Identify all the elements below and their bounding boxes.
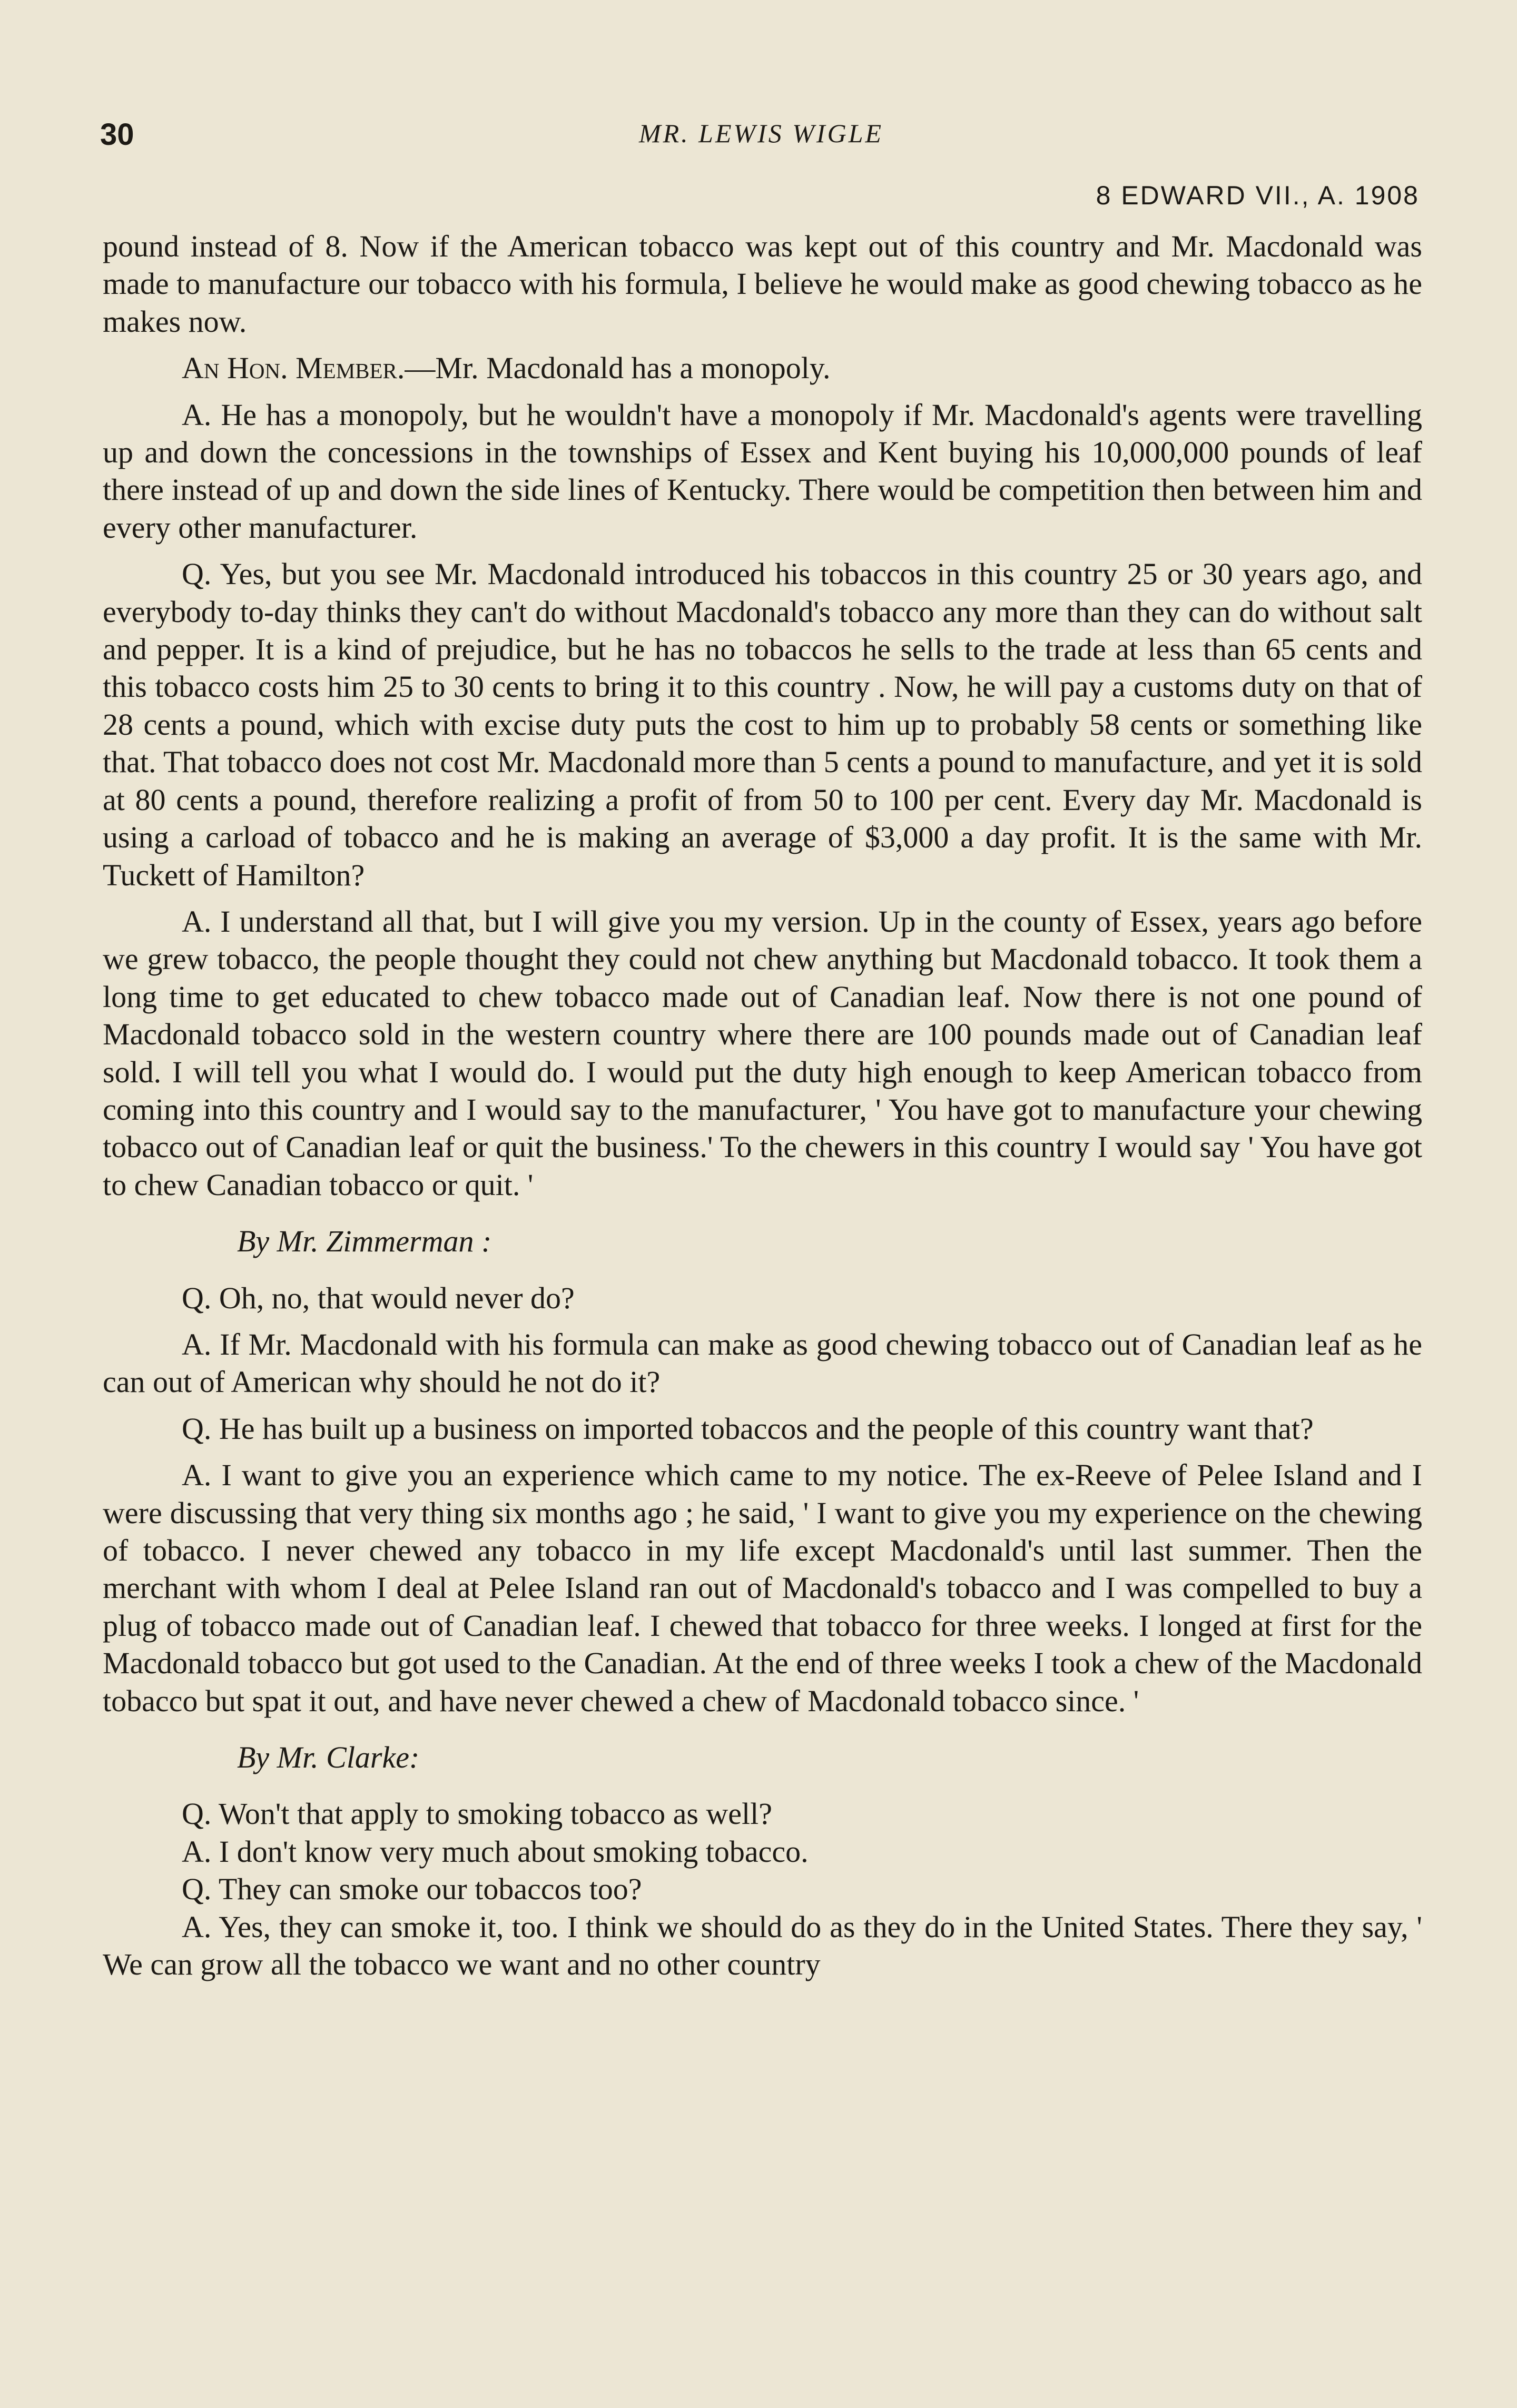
running-title: MR. LEWIS WIGLE [638, 119, 884, 148]
paragraph: pound instead of 8. Now if the American tobacco was kept out of this country and Mr. Macdonald was made to manufacture our tobacco with his formula, I believe he would make as good chewing tobacco as he makes now. [103, 229, 1422, 339]
paragraph: A. I understand all that, but I will give you my version. Up in the county of Essex, years ago before we grew tobacco, the people thought they could not chew anything but Macdonald tobacco. It took them a long time to get educated to chew tobacco made out of Canadian leaf. Now there is not one pound of Macdonald tobacco sold in the western country where there are 100 pounds made out of Canadian leaf sold. I will tell you what I would do. I would put the duty high enough to keep American tobacco from coming into this country and I would say to the manufacturer, ' You have got to manufacture your chewing tobacco out of Canadian leaf or quit the business.' To the chewers in this country I would say ' You have got to chew Canadian tobacco or quit. ' [103, 904, 1422, 1202]
paragraph: Q. Oh, no, that would never do? [182, 1280, 575, 1315]
page-header [100, 117, 1422, 159]
paragraph [103, 349, 1422, 387]
speaker-text: —Mr. Macdonald has a monopoly. [405, 351, 831, 386]
paragraph: Q. He has built up a business on imported tobaccos and the people of this country want that? [182, 1411, 1314, 1446]
paragraph: A. I don't know very much about smoking tobacco. [182, 1834, 809, 1869]
paragraph: A. He has a monopoly, but he wouldn't have a monopoly if Mr. Macdonald's agents were travelling up and down the concessions in the townships of Essex and Kent buying his 10,000,000 pounds of leaf there instead of up and down the side lines of Kentucky. There would be competition then between him and every other manufacturer. [103, 397, 1422, 545]
section-heading: By Mr. Clarke: [237, 1740, 420, 1775]
paragraph: Q. Won't that apply to smoking tobacco as well? [182, 1797, 773, 1831]
session-reference: 8 EDWARD VII., A. 1908 [1096, 181, 1420, 210]
section-heading: By Mr. Zimmerman : [237, 1224, 492, 1259]
paragraph: A. If Mr. Macdonald with his formula can make as good chewing tobacco out of Canadian leaf as he can out of American why should he not do it? [103, 1327, 1422, 1399]
paragraph: Q. Yes, but you see Mr. Macdonald introduced his tobaccos in this country 25 or 30 years ago, and everybody to-day thinks they can't do without Macdonald's tobacco any more than they can do without salt and pepper. It is a kind of prejudice, but he has no tobaccos he sells to the trade at less than 65 cents and this tobacco costs him 25 to 30 cents to bring it to this country . Now, he will pay a customs duty on that of 28 cents a pound, which with excise duty puts the cost to him up to probably 58 cents or something like that. That tobacco does not cost Mr. Macdonald more than 5 cents a pound to manufacture, and yet it is sold at 80 cents a pound, therefore realizing a profit of from 50 to 100 per cent. Every day Mr. Macdonald is using a carload of tobacco and he is making an average of $3,000 a day profit. It is the same with Mr. Tuckett of Hamilton? [103, 557, 1422, 892]
paragraph: A. Yes, they can smoke it, too. I think we should do as they do in the United States. There they say, ' We can grow all the tobacco we want and no other country [103, 1909, 1422, 1982]
body-text [103, 228, 1422, 1983]
speaker-label: An Hon. Member. [182, 351, 405, 386]
paragraph: A. I want to give you an experience which came to my notice. The ex-Reeve of Pelee Island and I were discussing that very thing six months ago ; he said, ' I want to give you my experience on the chewing of tobacco. I never chewed any tobacco in my life except Macdonald's until last summer. Then the merchant with whom I deal at Pelee Island ran out of Macdonald's tobacco and I was compelled to buy a plug of tobacco made out of Canadian leaf. I chewed that tobacco for three weeks. I longed at first for the Macdonald tobacco but got used to the Canadian. At the end of three weeks I took a chew of the Macdonald tobacco but spat it out, and have never chewed a chew of Macdonald tobacco since. ' [103, 1458, 1422, 1718]
paragraph: Q. They can smoke our tobaccos too? [182, 1872, 642, 1907]
page-number: 30 [100, 117, 134, 152]
